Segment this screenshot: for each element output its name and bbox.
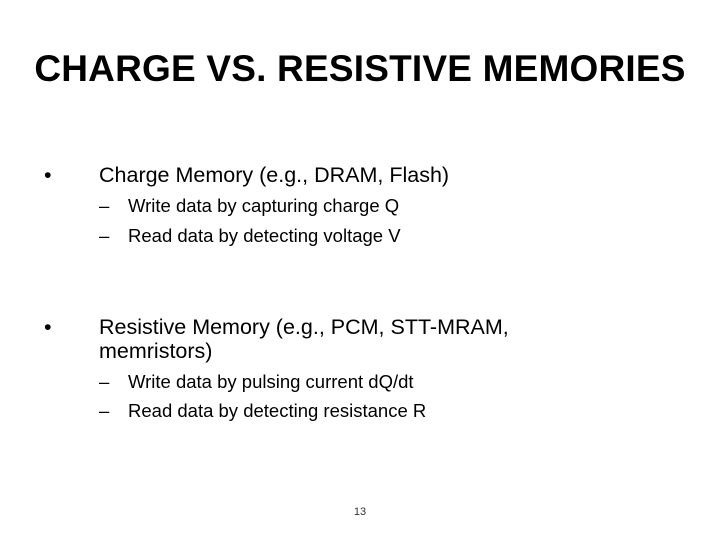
bullet-text-line-2: memristors) xyxy=(99,339,213,363)
slide-title: CHARGE VS. RESISTIVE MEMORIES xyxy=(34,48,686,89)
sub-bullet-marker: – xyxy=(99,225,110,246)
sub-bullet-text: Read data by detecting voltage V xyxy=(128,225,401,246)
sub-bullet-text: Read data by detecting resistance R xyxy=(128,400,427,421)
sub-bullet-marker: – xyxy=(99,400,110,421)
bullet-marker: • xyxy=(44,315,52,339)
sub-bullet-marker: – xyxy=(99,371,110,392)
bullet-marker: • xyxy=(44,163,52,187)
bullet-text: Charge Memory (e.g., DRAM, Flash) xyxy=(99,163,450,187)
bullet-text-line-1: Resistive Memory (e.g., PCM, STT-MRAM, xyxy=(99,315,509,339)
page-number: 13 xyxy=(353,506,367,518)
sub-bullet-marker: – xyxy=(99,195,110,216)
sub-bullet-text: Write data by pulsing current dQ/dt xyxy=(128,371,414,392)
bullet-text xyxy=(99,315,509,363)
sub-bullet-text: Write data by capturing charge Q xyxy=(128,195,400,216)
